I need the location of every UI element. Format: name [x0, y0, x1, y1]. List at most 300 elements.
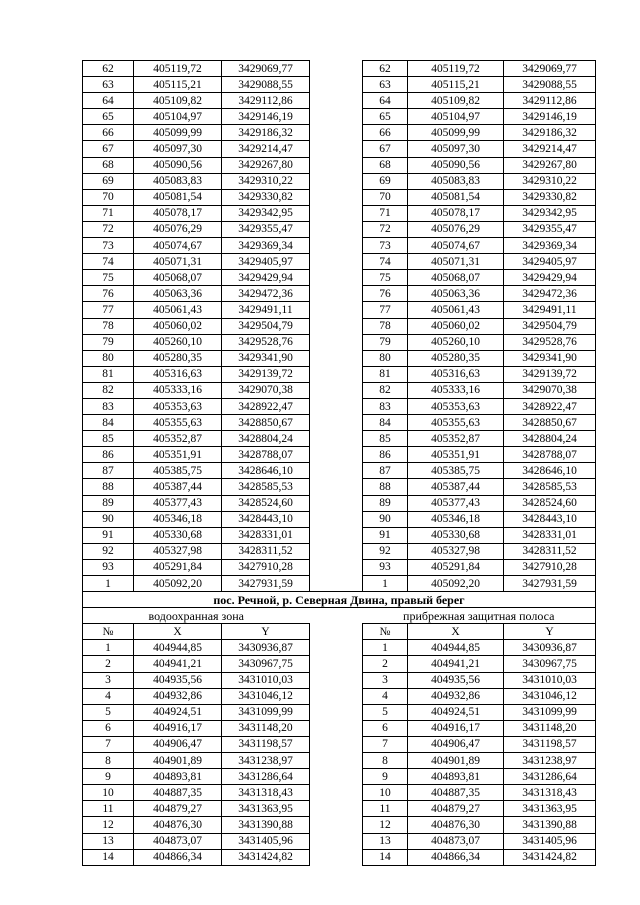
- right-point-number: 79: [363, 334, 408, 350]
- right-y-coordinate: 3431363,95: [504, 801, 596, 817]
- right-x-coordinate: 404873,07: [408, 833, 504, 849]
- table-row: [83, 141, 596, 157]
- header-y: Y: [222, 624, 310, 640]
- right-point-number: 78: [363, 318, 408, 334]
- column-gap: [310, 479, 363, 495]
- left-y-coordinate: 3428922,47: [222, 398, 310, 414]
- right-x-coordinate: 405377,43: [408, 495, 504, 511]
- right-x-coordinate: 404924,51: [408, 704, 504, 720]
- left-point-number: 79: [83, 334, 134, 350]
- right-y-coordinate: 3429528,76: [504, 334, 596, 350]
- right-point-number: 89: [363, 495, 408, 511]
- left-y-coordinate: 3431390,88: [222, 817, 310, 833]
- right-point-number: 93: [363, 559, 408, 575]
- right-x-coordinate: 405387,44: [408, 479, 504, 495]
- right-x-coordinate: 405327,98: [408, 543, 504, 559]
- header-number: №: [363, 624, 408, 640]
- right-x-coordinate: 404932,86: [408, 688, 504, 704]
- column-gap: [310, 736, 363, 752]
- right-y-coordinate: 3430936,87: [504, 640, 596, 656]
- table-row: [83, 61, 596, 77]
- left-point-number: 87: [83, 463, 134, 479]
- left-point-number: 8: [83, 753, 134, 769]
- right-point-number: 64: [363, 93, 408, 109]
- left-y-coordinate: 3430936,87: [222, 640, 310, 656]
- column-gap: [310, 559, 363, 575]
- left-y-coordinate: 3431405,96: [222, 833, 310, 849]
- right-y-coordinate: 3428311,52: [504, 543, 596, 559]
- right-y-coordinate: 3431148,20: [504, 720, 596, 736]
- right-point-number: 88: [363, 479, 408, 495]
- right-x-coordinate: 405061,43: [408, 302, 504, 318]
- left-point-number: 11: [83, 801, 134, 817]
- left-y-coordinate: 3428850,67: [222, 415, 310, 431]
- table-row: [83, 559, 596, 575]
- left-x-coordinate: 405074,67: [134, 238, 222, 254]
- header-x: X: [134, 624, 222, 640]
- right-y-coordinate: 3431390,88: [504, 817, 596, 833]
- table-row: [83, 173, 596, 189]
- left-x-coordinate: 405352,87: [134, 431, 222, 447]
- left-y-coordinate: 3427931,59: [222, 576, 310, 592]
- table-row: [83, 366, 596, 382]
- left-x-coordinate: 405346,18: [134, 511, 222, 527]
- right-y-coordinate: 3431318,43: [504, 785, 596, 801]
- coordinates-table: [82, 60, 596, 866]
- section-title: пос. Речной, р. Северная Двина, правый берег: [83, 592, 596, 608]
- right-x-coordinate: 404941,21: [408, 656, 504, 672]
- table-row: [83, 785, 596, 801]
- right-y-coordinate: 3428788,07: [504, 447, 596, 463]
- table-row: [83, 479, 596, 495]
- column-gap: [310, 382, 363, 398]
- right-x-coordinate: 405078,17: [408, 205, 504, 221]
- right-point-number: 82: [363, 382, 408, 398]
- right-y-coordinate: 3428443,10: [504, 511, 596, 527]
- right-point-number: 83: [363, 398, 408, 414]
- header-x: X: [408, 624, 504, 640]
- left-x-coordinate: 405068,07: [134, 270, 222, 286]
- left-y-coordinate: 3429528,76: [222, 334, 310, 350]
- right-x-coordinate: 404906,47: [408, 736, 504, 752]
- table-row: [83, 189, 596, 205]
- block1-body: [83, 61, 596, 592]
- left-y-coordinate: 3428311,52: [222, 543, 310, 559]
- column-gap: [310, 447, 363, 463]
- left-y-coordinate: 3430967,75: [222, 656, 310, 672]
- left-x-coordinate: 405104,97: [134, 109, 222, 125]
- right-point-number: 8: [363, 753, 408, 769]
- column-gap: [310, 511, 363, 527]
- left-x-coordinate: 404944,85: [134, 640, 222, 656]
- right-point-number: 70: [363, 189, 408, 205]
- column-gap: [310, 543, 363, 559]
- right-y-coordinate: 3431046,12: [504, 688, 596, 704]
- left-y-coordinate: 3431198,57: [222, 736, 310, 752]
- table-row: [83, 736, 596, 752]
- left-x-coordinate: 404924,51: [134, 704, 222, 720]
- left-point-number: 73: [83, 238, 134, 254]
- right-x-coordinate: 404944,85: [408, 640, 504, 656]
- left-point-number: 67: [83, 141, 134, 157]
- left-x-coordinate: 405260,10: [134, 334, 222, 350]
- column-gap: [310, 302, 363, 318]
- column-gap: [310, 849, 363, 865]
- left-y-coordinate: 3431363,95: [222, 801, 310, 817]
- right-x-coordinate: 405097,30: [408, 141, 504, 157]
- left-x-coordinate: 405071,31: [134, 254, 222, 270]
- left-point-number: 5: [83, 704, 134, 720]
- left-x-coordinate: 404901,89: [134, 753, 222, 769]
- column-gap: [310, 640, 363, 656]
- right-point-number: 76: [363, 286, 408, 302]
- left-point-number: 78: [83, 318, 134, 334]
- right-y-coordinate: 3430967,75: [504, 656, 596, 672]
- left-y-coordinate: 3429112,86: [222, 93, 310, 109]
- right-y-coordinate: 3429355,47: [504, 221, 596, 237]
- table-row: [83, 527, 596, 543]
- table-row: [83, 833, 596, 849]
- right-point-number: 9: [363, 769, 408, 785]
- right-point-number: 68: [363, 157, 408, 173]
- right-point-number: 86: [363, 447, 408, 463]
- left-x-coordinate: 405330,68: [134, 527, 222, 543]
- table-row: [83, 495, 596, 511]
- column-gap: [310, 431, 363, 447]
- left-y-coordinate: 3431286,64: [222, 769, 310, 785]
- left-point-number: 82: [83, 382, 134, 398]
- right-point-number: 75: [363, 270, 408, 286]
- right-x-coordinate: 405071,31: [408, 254, 504, 270]
- left-y-coordinate: 3429341,90: [222, 350, 310, 366]
- right-x-coordinate: 405316,63: [408, 366, 504, 382]
- table-row: [83, 688, 596, 704]
- table-row: [83, 382, 596, 398]
- right-y-coordinate: 3431010,03: [504, 672, 596, 688]
- right-point-number: 11: [363, 801, 408, 817]
- right-x-coordinate: 405081,54: [408, 189, 504, 205]
- right-point-number: 2: [363, 656, 408, 672]
- right-x-coordinate: 405099,99: [408, 125, 504, 141]
- left-point-number: 65: [83, 109, 134, 125]
- table-row: [83, 704, 596, 720]
- right-x-coordinate: 405351,91: [408, 447, 504, 463]
- left-x-coordinate: 405090,56: [134, 157, 222, 173]
- right-point-number: 5: [363, 704, 408, 720]
- left-x-coordinate: 405327,98: [134, 543, 222, 559]
- table-row: [83, 543, 596, 559]
- left-x-coordinate: 405109,82: [134, 93, 222, 109]
- right-y-coordinate: 3429214,47: [504, 141, 596, 157]
- right-y-coordinate: 3431286,64: [504, 769, 596, 785]
- column-gap: [310, 624, 363, 640]
- right-point-number: 71: [363, 205, 408, 221]
- left-point-number: 64: [83, 93, 134, 109]
- right-y-coordinate: 3429069,77: [504, 61, 596, 77]
- left-x-coordinate: 405280,35: [134, 350, 222, 366]
- column-gap: [310, 286, 363, 302]
- left-y-coordinate: 3429070,38: [222, 382, 310, 398]
- table-row: [83, 125, 596, 141]
- left-point-number: 1: [83, 640, 134, 656]
- right-y-coordinate: 3428331,01: [504, 527, 596, 543]
- left-point-number: 83: [83, 398, 134, 414]
- right-y-coordinate: 3428804,24: [504, 431, 596, 447]
- right-x-coordinate: 405063,36: [408, 286, 504, 302]
- left-y-coordinate: 3429429,94: [222, 270, 310, 286]
- left-y-coordinate: 3428524,60: [222, 495, 310, 511]
- table-row: [83, 415, 596, 431]
- left-x-coordinate: 405377,43: [134, 495, 222, 511]
- left-y-coordinate: 3429369,34: [222, 238, 310, 254]
- column-gap: [310, 415, 363, 431]
- right-y-coordinate: 3428524,60: [504, 495, 596, 511]
- right-point-number: 67: [363, 141, 408, 157]
- left-y-coordinate: 3429069,77: [222, 61, 310, 77]
- right-point-number: 7: [363, 736, 408, 752]
- column-gap: [310, 77, 363, 93]
- table-row: [83, 254, 596, 270]
- column-gap: [310, 157, 363, 173]
- column-gap: [310, 785, 363, 801]
- right-point-number: 4: [363, 688, 408, 704]
- left-y-coordinate: 3429405,97: [222, 254, 310, 270]
- left-x-coordinate: 404879,27: [134, 801, 222, 817]
- right-point-number: 73: [363, 238, 408, 254]
- column-gap: [310, 366, 363, 382]
- left-y-coordinate: 3427910,28: [222, 559, 310, 575]
- table-row: [83, 318, 596, 334]
- table-row: [83, 205, 596, 221]
- right-point-number: 1: [363, 640, 408, 656]
- column-gap: [310, 576, 363, 592]
- left-point-number: 86: [83, 447, 134, 463]
- right-point-number: 72: [363, 221, 408, 237]
- left-point-number: 1: [83, 576, 134, 592]
- right-y-coordinate: 3431198,57: [504, 736, 596, 752]
- table-row: [83, 769, 596, 785]
- column-gap: [310, 495, 363, 511]
- left-x-coordinate: 405076,29: [134, 221, 222, 237]
- table-row: [83, 398, 596, 414]
- right-point-number: 74: [363, 254, 408, 270]
- right-x-coordinate: 405352,87: [408, 431, 504, 447]
- right-point-number: 10: [363, 785, 408, 801]
- right-point-number: 6: [363, 720, 408, 736]
- left-point-number: 69: [83, 173, 134, 189]
- left-point-number: 84: [83, 415, 134, 431]
- left-y-coordinate: 3429472,36: [222, 286, 310, 302]
- column-gap: [310, 173, 363, 189]
- table-row: [83, 77, 596, 93]
- right-point-number: 3: [363, 672, 408, 688]
- left-y-coordinate: 3429504,79: [222, 318, 310, 334]
- left-point-number: 75: [83, 270, 134, 286]
- column-gap: [310, 270, 363, 286]
- right-y-coordinate: 3429491,11: [504, 302, 596, 318]
- left-y-coordinate: 3429342,95: [222, 205, 310, 221]
- left-y-coordinate: 3431238,97: [222, 753, 310, 769]
- right-x-coordinate: 405104,97: [408, 109, 504, 125]
- right-x-coordinate: 405291,84: [408, 559, 504, 575]
- left-y-coordinate: 3429355,47: [222, 221, 310, 237]
- left-point-number: 71: [83, 205, 134, 221]
- table-row: [83, 93, 596, 109]
- left-y-coordinate: 3429146,19: [222, 109, 310, 125]
- table-row: [83, 286, 596, 302]
- column-gap: [310, 656, 363, 672]
- left-y-coordinate: 3428788,07: [222, 447, 310, 463]
- column-gap: [310, 801, 363, 817]
- left-y-coordinate: 3429186,32: [222, 125, 310, 141]
- right-point-number: 77: [363, 302, 408, 318]
- table-row: [83, 302, 596, 318]
- left-x-coordinate: 404873,07: [134, 833, 222, 849]
- right-subtitle: прибрежная защитная полоса: [363, 608, 596, 624]
- left-y-coordinate: 3431148,20: [222, 720, 310, 736]
- right-y-coordinate: 3431424,82: [504, 849, 596, 865]
- left-x-coordinate: 404932,86: [134, 688, 222, 704]
- right-x-coordinate: 404887,35: [408, 785, 504, 801]
- table-row: [83, 753, 596, 769]
- table-row: [83, 431, 596, 447]
- right-y-coordinate: 3429088,55: [504, 77, 596, 93]
- table-row: [83, 576, 596, 592]
- right-x-coordinate: 405355,63: [408, 415, 504, 431]
- right-y-coordinate: 3429267,80: [504, 157, 596, 173]
- column-gap: [310, 769, 363, 785]
- right-point-number: 1: [363, 576, 408, 592]
- column-gap: [310, 109, 363, 125]
- left-point-number: 89: [83, 495, 134, 511]
- block2-body: [83, 640, 596, 865]
- column-gap: [310, 720, 363, 736]
- right-x-coordinate: 405330,68: [408, 527, 504, 543]
- left-x-coordinate: 405291,84: [134, 559, 222, 575]
- right-y-coordinate: 3429504,79: [504, 318, 596, 334]
- right-x-coordinate: 405092,20: [408, 576, 504, 592]
- left-point-number: 3: [83, 672, 134, 688]
- subtitle-row: [83, 608, 596, 624]
- column-gap: [310, 238, 363, 254]
- column-gap: [310, 61, 363, 77]
- left-point-number: 76: [83, 286, 134, 302]
- column-gap: [310, 608, 363, 624]
- left-y-coordinate: 3428585,53: [222, 479, 310, 495]
- left-point-number: 9: [83, 769, 134, 785]
- right-y-coordinate: 3428646,10: [504, 463, 596, 479]
- right-y-coordinate: 3429330,82: [504, 189, 596, 205]
- left-x-coordinate: 405097,30: [134, 141, 222, 157]
- left-x-coordinate: 405063,36: [134, 286, 222, 302]
- right-y-coordinate: 3427931,59: [504, 576, 596, 592]
- table-row: [83, 157, 596, 173]
- column-gap: [310, 753, 363, 769]
- left-point-number: 81: [83, 366, 134, 382]
- left-x-coordinate: 404906,47: [134, 736, 222, 752]
- left-point-number: 92: [83, 543, 134, 559]
- left-point-number: 70: [83, 189, 134, 205]
- left-x-coordinate: 404866,34: [134, 849, 222, 865]
- table-row: [83, 334, 596, 350]
- left-x-coordinate: 405333,16: [134, 382, 222, 398]
- right-point-number: 63: [363, 77, 408, 93]
- right-x-coordinate: 405260,10: [408, 334, 504, 350]
- left-y-coordinate: 3429310,22: [222, 173, 310, 189]
- right-point-number: 12: [363, 817, 408, 833]
- left-point-number: 10: [83, 785, 134, 801]
- left-point-number: 7: [83, 736, 134, 752]
- table-row: [83, 447, 596, 463]
- left-y-coordinate: 3429139,72: [222, 366, 310, 382]
- right-point-number: 87: [363, 463, 408, 479]
- table-row: [83, 109, 596, 125]
- right-x-coordinate: 404901,89: [408, 753, 504, 769]
- left-x-coordinate: 405115,21: [134, 77, 222, 93]
- column-gap: [310, 189, 363, 205]
- left-y-coordinate: 3429330,82: [222, 189, 310, 205]
- column-gap: [310, 318, 363, 334]
- right-point-number: 13: [363, 833, 408, 849]
- left-x-coordinate: 405119,72: [134, 61, 222, 77]
- section2-header: [83, 592, 596, 640]
- table-row: [83, 238, 596, 254]
- left-point-number: 77: [83, 302, 134, 318]
- left-y-coordinate: 3431099,99: [222, 704, 310, 720]
- right-y-coordinate: 3429472,36: [504, 286, 596, 302]
- column-gap: [310, 125, 363, 141]
- table-row: [83, 656, 596, 672]
- left-x-coordinate: 405061,43: [134, 302, 222, 318]
- right-y-coordinate: 3429070,38: [504, 382, 596, 398]
- right-y-coordinate: 3429341,90: [504, 350, 596, 366]
- left-x-coordinate: 405353,63: [134, 398, 222, 414]
- left-y-coordinate: 3429267,80: [222, 157, 310, 173]
- right-x-coordinate: 404916,17: [408, 720, 504, 736]
- right-x-coordinate: 404935,56: [408, 672, 504, 688]
- left-x-coordinate: 405083,83: [134, 173, 222, 189]
- column-gap: [310, 688, 363, 704]
- left-point-number: 14: [83, 849, 134, 865]
- right-point-number: 92: [363, 543, 408, 559]
- table-row: [83, 672, 596, 688]
- column-gap: [310, 93, 363, 109]
- left-y-coordinate: 3431046,12: [222, 688, 310, 704]
- right-point-number: 66: [363, 125, 408, 141]
- right-point-number: 85: [363, 431, 408, 447]
- left-x-coordinate: 405355,63: [134, 415, 222, 431]
- column-gap: [310, 398, 363, 414]
- column-gap: [310, 350, 363, 366]
- right-y-coordinate: 3429139,72: [504, 366, 596, 382]
- right-x-coordinate: 405076,29: [408, 221, 504, 237]
- column-gap: [310, 817, 363, 833]
- right-y-coordinate: 3429369,34: [504, 238, 596, 254]
- right-point-number: 62: [363, 61, 408, 77]
- column-gap: [310, 527, 363, 543]
- column-gap: [310, 334, 363, 350]
- left-subtitle: водоохранная зона: [83, 608, 310, 624]
- right-point-number: 14: [363, 849, 408, 865]
- right-y-coordinate: 3429310,22: [504, 173, 596, 189]
- left-x-coordinate: 405081,54: [134, 189, 222, 205]
- left-x-coordinate: 404941,21: [134, 656, 222, 672]
- right-point-number: 80: [363, 350, 408, 366]
- right-point-number: 69: [363, 173, 408, 189]
- right-x-coordinate: 405333,16: [408, 382, 504, 398]
- right-y-coordinate: 3431099,99: [504, 704, 596, 720]
- right-point-number: 81: [363, 366, 408, 382]
